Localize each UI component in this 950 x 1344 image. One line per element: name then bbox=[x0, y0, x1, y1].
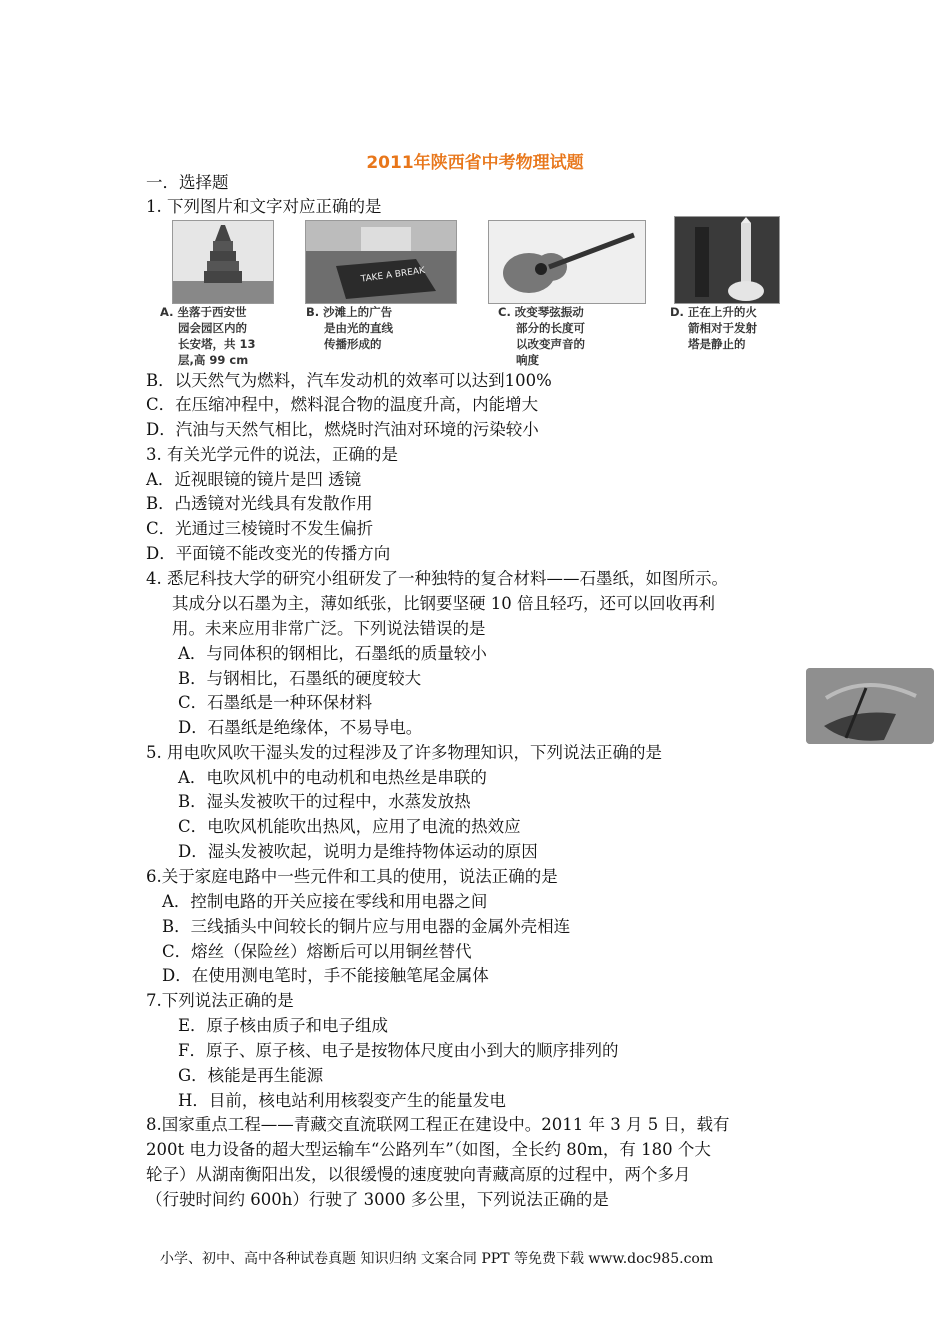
text-line: A．近视眼镜的镜片是凹 透镜 bbox=[146, 470, 362, 489]
text-line: 5. 用电吹风吹干湿头发的过程涉及了许多物理知识，下列说法正确的是 bbox=[146, 743, 662, 762]
text-line: 6.关于家庭电路中一些元件和工具的使用，说法正确的是 bbox=[146, 867, 558, 886]
text-line: A．控制电路的开关应接在零线和用电器之间 bbox=[162, 892, 488, 911]
footer-text: 小学、初中、高中各种试卷真题 知识归纳 文案合同 PPT 等免费下载 www.doc985.com bbox=[160, 1251, 714, 1267]
svg-text:TAKE A BREAK: TAKE A BREAK bbox=[360, 265, 426, 285]
text-line: B．与钢相比，石墨纸的硬度较大 bbox=[178, 669, 422, 688]
caption-a: A. 坐落于西安世 园会园区内的 长安塔，共 13 层,高 99 cm bbox=[160, 305, 256, 367]
page-title: 2011年陕西省中考物理试题 bbox=[366, 153, 584, 173]
text-line: D．汽油与天然气相比，燃烧时汽油对环境的污染较小 bbox=[146, 420, 539, 439]
text-line: B．以天然气为燃料，汽车发动机的效率可以达到100% bbox=[146, 371, 552, 390]
text-line: F．原子、原子核、电子是按物体尺度由小到大的顺序排列的 bbox=[178, 1041, 619, 1060]
text-line: G．核能是再生能源 bbox=[178, 1066, 324, 1085]
question-1-stem: 1. 下列图片和文字对应正确的是 bbox=[146, 197, 382, 216]
text-line: 8.国家重点工程——青藏交直流联网工程正在建设中。2011 年 3 月 5 日，载有 bbox=[146, 1115, 730, 1134]
text-line: 用。未来应用非常广泛。下列说法错误的是 bbox=[172, 619, 486, 638]
text-line: 3. 有关光学元件的说法，正确的是 bbox=[146, 445, 398, 464]
text-line: C．电吹风机能吹出热风，应用了电流的热效应 bbox=[178, 817, 521, 836]
section-heading: 一．选择题 bbox=[146, 173, 229, 192]
text-line: A．与同体积的钢相比，石墨纸的质量较小 bbox=[178, 644, 487, 663]
text-line: 4. 悉尼科技大学的研究小组研发了一种独特的复合材料——石墨纸，如图所示。 bbox=[146, 569, 728, 588]
text-line: B．三线插头中间较长的铜片应与用电器的金属外壳相连 bbox=[162, 917, 571, 936]
text-line: B．湿头发被吹干的过程中，水蒸发放热 bbox=[178, 792, 471, 811]
caption-b: B. 沙滩上的广告 是由光的直线 传播形成的 bbox=[306, 305, 393, 351]
caption-d: D. 正在上升的火 箭相对于发射 塔是静止的 bbox=[670, 305, 757, 351]
text-line: D．平面镜不能改变光的传播方向 bbox=[146, 544, 391, 563]
text-line: E．原子核由质子和电子组成 bbox=[178, 1016, 389, 1035]
rocket-launch-photo bbox=[674, 216, 780, 304]
pagoda-photo bbox=[172, 220, 274, 304]
text-line: 7.下列说法正确的是 bbox=[146, 991, 294, 1010]
text-line: D．在使用测电笔时，手不能接触笔尾金属体 bbox=[162, 966, 489, 985]
caption-c: C. 改变琴弦振动 部分的长度可 以改变声音的 响度 bbox=[498, 305, 585, 367]
text-line: A．电吹风机中的电动机和电热丝是串联的 bbox=[178, 768, 487, 787]
guitar-photo bbox=[488, 220, 646, 304]
text-line: 其成分以石墨为主，薄如纸张，比钢要坚硬 10 倍且轻巧，还可以回收再利 bbox=[172, 594, 715, 613]
text-line: 200t 电力设备的超大型运输车“公路列车”（如图，全长约 80m，有 180 个大 bbox=[146, 1140, 711, 1159]
text-line: D．石墨纸是绝缘体，不易导电。 bbox=[178, 718, 423, 737]
text-line: C．光通过三棱镜时不发生偏折 bbox=[146, 519, 374, 538]
text-line: H．目前，核电站利用核裂变产生的能量发电 bbox=[178, 1091, 506, 1110]
text-line: （行驶时间约 600h）行驶了 3000 多公里，下列说法正确的是 bbox=[146, 1190, 609, 1209]
text-line: C．在压缩冲程中，燃料混合物的温度升高，内能增大 bbox=[146, 395, 539, 414]
beach-billboard-photo bbox=[305, 220, 457, 304]
text-line: 轮子）从湖南衡阳出发，以很缓慢的速度驶向青藏高原的过程中，两个多月 bbox=[146, 1165, 691, 1184]
text-line: D．湿头发被吹起，说明力是维持物体运动的原因 bbox=[178, 842, 538, 861]
graphene-paper-photo bbox=[806, 668, 934, 744]
text-line: C．熔丝（保险丝）熔断后可以用铜丝替代 bbox=[162, 942, 472, 961]
text-line: C．石墨纸是一种环保材料 bbox=[178, 693, 373, 712]
text-line: B．凸透镜对光线具有发散作用 bbox=[146, 494, 373, 513]
